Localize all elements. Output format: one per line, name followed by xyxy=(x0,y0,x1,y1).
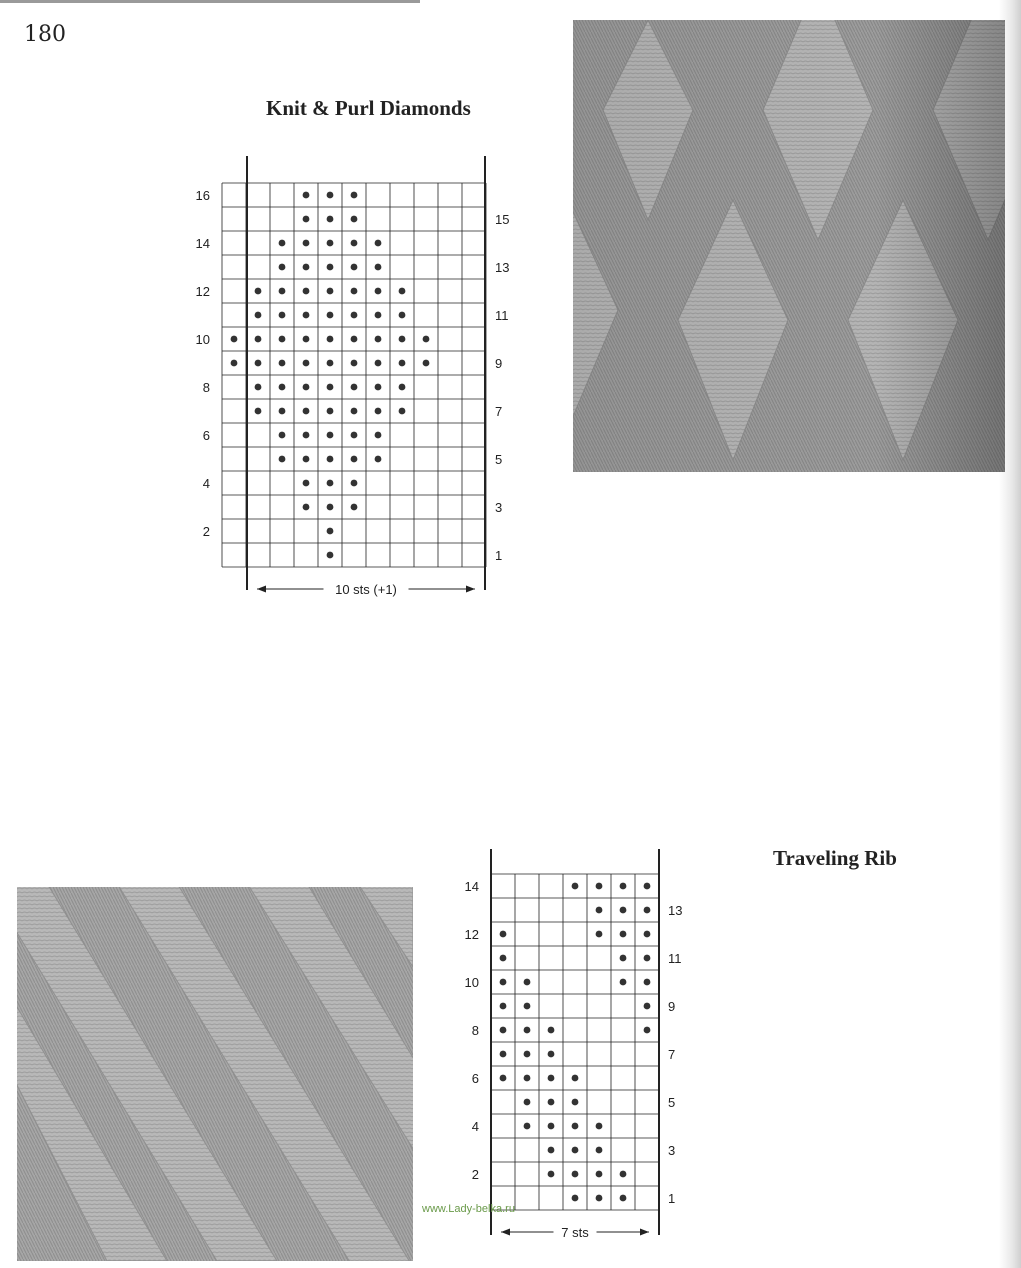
pattern2-title: Traveling Rib xyxy=(773,846,897,870)
purl-stitch-dot xyxy=(572,1075,579,1082)
purl-stitch-dot xyxy=(375,336,382,343)
purl-stitch-dot xyxy=(548,1147,555,1154)
purl-stitch-dot xyxy=(399,360,406,367)
purl-stitch-dot xyxy=(279,432,286,439)
row-number-right: 3 xyxy=(668,1143,676,1158)
arrowhead-left xyxy=(501,1229,510,1236)
purl-stitch-dot xyxy=(279,240,286,247)
purl-stitch-dot xyxy=(327,552,334,559)
purl-stitch-dot xyxy=(351,312,358,319)
diamond-texture-swatch-image xyxy=(573,20,1005,472)
purl-stitch-dot xyxy=(303,480,310,487)
stitch-width-label: 10 sts (+1) xyxy=(335,582,397,597)
purl-stitch-dot xyxy=(303,384,310,391)
purl-stitch-dot xyxy=(279,288,286,295)
purl-stitch-dot xyxy=(327,216,334,223)
row-number-right: 11 xyxy=(495,308,509,323)
row-number-left: 2 xyxy=(471,1167,479,1182)
purl-stitch-dot xyxy=(327,264,334,271)
knit-purl-diamonds-photo xyxy=(573,20,1005,472)
purl-stitch-dot xyxy=(351,360,358,367)
purl-stitch-dot xyxy=(399,384,406,391)
row-number-right: 7 xyxy=(668,1047,676,1062)
purl-stitch-dot xyxy=(524,979,531,986)
purl-stitch-dot xyxy=(644,883,651,890)
purl-stitch-dot xyxy=(303,504,310,511)
purl-stitch-dot xyxy=(620,1171,627,1178)
purl-stitch-dot xyxy=(279,360,286,367)
purl-stitch-dot xyxy=(524,1051,531,1058)
purl-stitch-dot xyxy=(231,336,238,343)
purl-stitch-dot xyxy=(255,336,262,343)
row-number-left: 4 xyxy=(471,1119,479,1134)
row-number-left: 12 xyxy=(464,927,479,942)
purl-stitch-dot xyxy=(572,1099,579,1106)
purl-stitch-dot xyxy=(375,456,382,463)
purl-stitch-dot xyxy=(351,408,358,415)
purl-stitch-dot xyxy=(500,955,507,962)
row-number-left: 2 xyxy=(202,524,210,539)
row-number-right: 5 xyxy=(668,1095,676,1110)
purl-stitch-dot xyxy=(548,1099,555,1106)
purl-stitch-dot xyxy=(231,360,238,367)
purl-stitch-dot xyxy=(327,192,334,199)
purl-stitch-dot xyxy=(399,312,406,319)
purl-stitch-dot xyxy=(303,216,310,223)
purl-stitch-dot xyxy=(351,480,358,487)
purl-stitch-dot xyxy=(500,979,507,986)
purl-stitch-dot xyxy=(303,240,310,247)
purl-stitch-dot xyxy=(279,384,286,391)
purl-stitch-dot xyxy=(375,360,382,367)
traveling-rib-photo xyxy=(17,887,413,1261)
purl-stitch-dot xyxy=(596,1171,603,1178)
purl-stitch-dot xyxy=(279,312,286,319)
row-number-left: 14 xyxy=(464,879,479,894)
purl-stitch-dot xyxy=(375,288,382,295)
arrowhead-left xyxy=(257,586,266,593)
purl-stitch-dot xyxy=(255,312,262,319)
top-rule xyxy=(0,0,420,3)
row-number-right: 1 xyxy=(668,1191,676,1206)
purl-stitch-dot xyxy=(327,504,334,511)
purl-stitch-dot xyxy=(500,1003,507,1010)
purl-stitch-dot xyxy=(279,336,286,343)
row-number-left: 8 xyxy=(471,1023,479,1038)
row-number-right: 9 xyxy=(495,356,503,371)
row-number-right: 7 xyxy=(495,404,503,419)
purl-stitch-dot xyxy=(375,264,382,271)
purl-stitch-dot xyxy=(596,1147,603,1154)
purl-stitch-dot xyxy=(596,883,603,890)
purl-stitch-dot xyxy=(327,288,334,295)
purl-stitch-dot xyxy=(572,1195,579,1202)
purl-stitch-dot xyxy=(620,979,627,986)
row-number-right: 5 xyxy=(495,452,503,467)
purl-stitch-dot xyxy=(255,384,262,391)
purl-stitch-dot xyxy=(644,931,651,938)
purl-stitch-dot xyxy=(500,1027,507,1034)
row-number-right: 9 xyxy=(668,999,676,1014)
purl-stitch-dot xyxy=(351,240,358,247)
purl-stitch-dot xyxy=(351,504,358,511)
purl-stitch-dot xyxy=(303,288,310,295)
purl-stitch-dot xyxy=(399,408,406,415)
purl-stitch-dot xyxy=(279,264,286,271)
row-number-left: 6 xyxy=(202,428,210,443)
purl-stitch-dot xyxy=(303,360,310,367)
purl-stitch-dot xyxy=(500,1051,507,1058)
purl-stitch-dot xyxy=(351,264,358,271)
purl-stitch-dot xyxy=(255,288,262,295)
purl-stitch-dot xyxy=(303,408,310,415)
purl-stitch-dot xyxy=(351,216,358,223)
purl-stitch-dot xyxy=(423,336,430,343)
purl-stitch-dot xyxy=(351,432,358,439)
purl-stitch-dot xyxy=(548,1123,555,1130)
row-number-left: 10 xyxy=(195,332,210,347)
purl-stitch-dot xyxy=(327,432,334,439)
row-number-right: 15 xyxy=(495,212,510,227)
purl-stitch-dot xyxy=(500,1075,507,1082)
purl-stitch-dot xyxy=(423,360,430,367)
purl-stitch-dot xyxy=(524,1003,531,1010)
purl-stitch-dot xyxy=(351,456,358,463)
chart2-svg xyxy=(455,845,695,1245)
purl-stitch-dot xyxy=(351,384,358,391)
purl-stitch-dot xyxy=(620,1195,627,1202)
purl-stitch-dot xyxy=(644,1003,651,1010)
purl-stitch-dot xyxy=(620,883,627,890)
purl-stitch-dot xyxy=(620,931,627,938)
row-number-right: 13 xyxy=(668,903,683,918)
purl-stitch-dot xyxy=(327,408,334,415)
row-number-right: 13 xyxy=(495,260,510,275)
row-number-left: 10 xyxy=(464,975,479,990)
purl-stitch-dot xyxy=(596,1195,603,1202)
purl-stitch-dot xyxy=(327,240,334,247)
purl-stitch-dot xyxy=(572,1123,579,1130)
purl-stitch-dot xyxy=(572,1147,579,1154)
purl-stitch-dot xyxy=(327,360,334,367)
purl-stitch-dot xyxy=(524,1123,531,1130)
row-number-left: 12 xyxy=(195,284,210,299)
purl-stitch-dot xyxy=(303,312,310,319)
purl-stitch-dot xyxy=(548,1171,555,1178)
purl-stitch-dot xyxy=(351,336,358,343)
purl-stitch-dot xyxy=(375,312,382,319)
purl-stitch-dot xyxy=(572,1171,579,1178)
purl-stitch-dot xyxy=(255,408,262,415)
purl-stitch-dot xyxy=(375,408,382,415)
purl-stitch-dot xyxy=(351,192,358,199)
traveling-rib-chart xyxy=(455,845,695,1245)
purl-stitch-dot xyxy=(327,528,334,535)
purl-stitch-dot xyxy=(303,456,310,463)
purl-stitch-dot xyxy=(351,288,358,295)
purl-stitch-dot xyxy=(644,1027,651,1034)
purl-stitch-dot xyxy=(620,955,627,962)
purl-stitch-dot xyxy=(327,312,334,319)
diagonal-rib-swatch-image xyxy=(17,887,413,1261)
purl-stitch-dot xyxy=(620,907,627,914)
purl-stitch-dot xyxy=(524,1027,531,1034)
purl-stitch-dot xyxy=(572,883,579,890)
purl-stitch-dot xyxy=(644,955,651,962)
purl-stitch-dot xyxy=(644,979,651,986)
page-number: 180 xyxy=(24,22,66,47)
purl-stitch-dot xyxy=(375,240,382,247)
purl-stitch-dot xyxy=(279,408,286,415)
chart1-svg xyxy=(190,150,520,600)
purl-stitch-dot xyxy=(303,192,310,199)
row-number-right: 11 xyxy=(668,951,682,966)
row-number-left: 4 xyxy=(202,476,210,491)
purl-stitch-dot xyxy=(596,1123,603,1130)
purl-stitch-dot xyxy=(524,1099,531,1106)
purl-stitch-dot xyxy=(255,360,262,367)
arrowhead-right xyxy=(466,586,475,593)
purl-stitch-dot xyxy=(303,432,310,439)
row-number-right: 1 xyxy=(495,548,503,563)
knit-purl-diamonds-chart xyxy=(190,150,520,600)
stitch-width-label: 7 sts xyxy=(561,1225,589,1240)
purl-stitch-dot xyxy=(548,1027,555,1034)
purl-stitch-dot xyxy=(596,931,603,938)
purl-stitch-dot xyxy=(303,264,310,271)
purl-stitch-dot xyxy=(279,456,286,463)
pattern1-title: Knit & Purl Diamonds xyxy=(266,96,471,120)
purl-stitch-dot xyxy=(524,1075,531,1082)
purl-stitch-dot xyxy=(327,456,334,463)
arrowhead-right xyxy=(640,1229,649,1236)
purl-stitch-dot xyxy=(596,907,603,914)
purl-stitch-dot xyxy=(327,336,334,343)
purl-stitch-dot xyxy=(375,432,382,439)
purl-stitch-dot xyxy=(303,336,310,343)
row-number-right: 3 xyxy=(495,500,503,515)
purl-stitch-dot xyxy=(399,288,406,295)
purl-stitch-dot xyxy=(375,384,382,391)
purl-stitch-dot xyxy=(500,931,507,938)
row-number-left: 14 xyxy=(195,236,210,251)
purl-stitch-dot xyxy=(399,336,406,343)
purl-stitch-dot xyxy=(327,384,334,391)
purl-stitch-dot xyxy=(548,1051,555,1058)
purl-stitch-dot xyxy=(327,480,334,487)
row-number-left: 6 xyxy=(471,1071,479,1086)
purl-stitch-dot xyxy=(548,1075,555,1082)
purl-stitch-dot xyxy=(644,907,651,914)
watermark: www.Lady-belka.ru xyxy=(422,1203,515,1215)
row-number-left: 8 xyxy=(202,380,210,395)
row-number-left: 16 xyxy=(195,188,210,203)
